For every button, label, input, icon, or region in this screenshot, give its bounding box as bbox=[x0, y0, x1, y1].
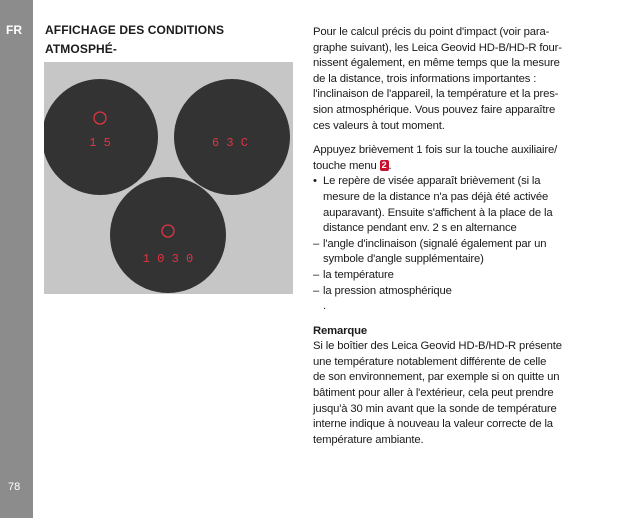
text-line: mesure de la distance n'a pas déjà été activée bbox=[323, 190, 549, 203]
text-line: jusqu'à 30 min avant que la sonde de température bbox=[313, 402, 557, 415]
text-line: Pour le calcul précis du point d'impact (voir para- bbox=[313, 26, 550, 38]
text-line: la température bbox=[323, 268, 394, 281]
display-reading: 6 3 C bbox=[211, 136, 249, 150]
text-line: nissent également, en même temps que la mesure bbox=[313, 57, 560, 70]
dash-item bbox=[313, 237, 591, 268]
display-inclination bbox=[44, 79, 158, 195]
body-text bbox=[313, 25, 591, 448]
text-line: Si le boîtier des Leica Geovid HD-B/HD-R présente bbox=[313, 340, 562, 353]
text-line: une température notablement différente de celle bbox=[313, 355, 547, 368]
text-line: interne indique à nouveau la valeur correcte de la bbox=[313, 418, 553, 431]
text-line: graphe suivant), les Leica Geovid HD-B/HD-R four- bbox=[313, 41, 562, 54]
text-line: Le repère de visée apparaît brièvement (si la bbox=[323, 175, 541, 188]
display-reading: 1 0 3 0 bbox=[142, 252, 194, 266]
bullet-text bbox=[323, 174, 591, 236]
text-line: de son environnement, par exemple si on quitte un bbox=[313, 371, 560, 384]
text-line: l'inclinaison de l'appareil, la température et la pres- bbox=[313, 88, 559, 101]
bullet-mark: • bbox=[313, 175, 317, 188]
viewfinder-disc bbox=[110, 177, 226, 293]
section-title-line-1: AFFICHAGE DES CONDITIONS ATMOSPHÉ- bbox=[45, 23, 225, 56]
bullet-item bbox=[313, 174, 591, 236]
dash-item bbox=[313, 284, 591, 300]
button-reference-badge: 2 bbox=[381, 159, 387, 170]
display-reading: 1 5 bbox=[89, 136, 111, 150]
display-pressure bbox=[110, 177, 226, 293]
text-line: Appuyez brièvement 1 fois sur la touche auxiliaire/ bbox=[313, 144, 558, 157]
language-label: FR bbox=[6, 23, 22, 37]
instruction-suffix: . bbox=[388, 159, 392, 172]
text-line: distance pendant env. 2 s en alternance bbox=[323, 222, 517, 235]
text-line: de la distance, trois informations importantes : bbox=[313, 72, 537, 85]
instruction-paragraph bbox=[313, 143, 591, 174]
note-title: Remarque bbox=[313, 324, 368, 337]
text-line: bâtiment pour aller à l'extérieur, cela peut prendre bbox=[313, 387, 554, 400]
trailing-line bbox=[313, 299, 591, 315]
dash-mark: – bbox=[313, 284, 320, 297]
text-line: l'angle d'inclinaison (signalé également par un bbox=[323, 237, 547, 250]
text-line bbox=[313, 159, 591, 175]
text-line: auparavant). Ensuite s'affichent à la place de la bbox=[323, 206, 553, 219]
text-line: ces valeurs à tout moment. bbox=[313, 119, 445, 132]
text-line: température ambiante. bbox=[313, 433, 424, 446]
intro-paragraph bbox=[313, 25, 591, 134]
display-figure bbox=[44, 62, 293, 294]
dash-mark: – bbox=[313, 237, 320, 250]
page-number: 78 bbox=[8, 481, 21, 493]
display-temperature bbox=[174, 79, 290, 195]
text-line: la pression atmosphérique bbox=[323, 284, 452, 297]
display-illustration bbox=[44, 62, 293, 294]
sidebar bbox=[0, 0, 33, 518]
text-line: sion atmosphérique. Vous pouvez faire apparaître bbox=[313, 103, 556, 116]
instruction-prefix: touche menu bbox=[313, 159, 380, 172]
trailing-dot: . bbox=[323, 300, 326, 313]
text-line: symbole d'angle supplémentaire) bbox=[323, 253, 484, 266]
dash-item bbox=[313, 268, 591, 284]
note-paragraph bbox=[313, 324, 591, 449]
dash-mark: – bbox=[313, 268, 320, 281]
